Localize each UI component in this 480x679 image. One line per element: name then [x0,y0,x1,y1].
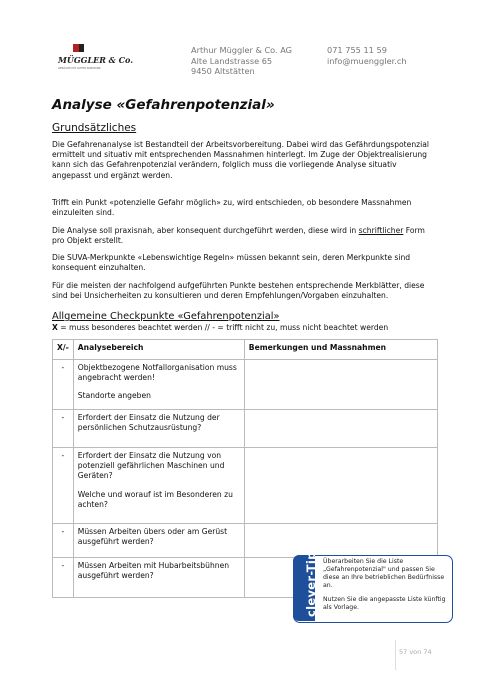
area-text: Erfordert der Einsatz die Nutzung von potenziell gefährlichen Maschinen und Geräten? [77,451,225,481]
area-text: Erfordert der Einsatz die Nutzung der persönlichen Schutzausrüstung? [77,413,220,433]
remarks-cell[interactable] [244,448,437,524]
company-city: 9450 Altstätten [191,66,255,77]
area-cell [73,410,244,448]
area-cell [73,524,244,558]
mark-cell[interactable]: - [53,558,74,598]
area-cell [73,558,244,598]
company-logo [55,44,134,74]
company-street: Alte Landstrasse 65 [191,55,273,66]
tip-paragraph: Überarbeiten Sie die Liste „Gefahrenpotenzial" und passen Sie diese an Ihre betrieblichen Bedürfnisse an. [323,558,445,590]
text-part: Die Analyse soll praxisnah, aber konsequent durchgeführt werden, diese wird in [52,226,359,235]
company-name: Arthur Müggler & Co. AG [191,45,293,55]
mark-cell[interactable]: - [53,524,74,558]
area-text: Standorte angeben [77,391,151,401]
remarks-cell[interactable] [244,360,437,410]
area-text: Müssen Arbeiten mit Hubarbeitsbühnen ausgeführt werden? [77,561,230,581]
section-heading-grundsaetzliches: Grundsätzliches [52,122,137,134]
legend-mark: X [52,323,58,332]
column-header-remarks: Bemerkungen und Massnahmen [244,340,437,360]
paragraph-intro [52,140,432,181]
clever-tip-text [323,558,447,613]
page-title: Analyse «Gefahrenpotenzial» [52,97,275,113]
logo-text: MÜGGLER & Co. [58,55,134,65]
paragraph-suva [52,253,432,273]
section-heading-checkpunkte: Allgemeine Checkpunkte «Gefahrenpotenzial» [52,311,280,322]
table-row [53,448,438,524]
area-text: Welche und worauf ist im Besonderen zu achten? [77,489,233,509]
area-cell [73,360,244,410]
footer-divider [395,640,396,670]
column-header-area: Analysebereich [73,340,244,360]
paragraph-text: Trifft ein Punkt «potenzielle Gefahr möglich» zu, wird entschieden, ob besondere Massnahmen einzuleiten sind. [52,198,412,218]
area-text: Objektbezogene Notfallorganisation muss angebracht werden! [77,363,237,383]
paragraph-risk [52,198,432,218]
clever-tip-label: clever-Tip [304,551,318,617]
paragraph-text: Die Gefahrenanalyse ist Bestandteil der Arbeitsvorbereitung. Dabei wird das Gefährdungspotenzial ermittelt und situativ mit entsprechenden Massnahmen hinterlegt. Im Zuge der Objektrealisierung kann sich das Gefahrenpotenzial verändern, folglich muss die vorliegende Analyse situativ angepasst und ergänzt werden. [52,140,430,180]
mark-cell[interactable]: - [53,410,74,448]
table-header-row [53,340,438,360]
mark-cell[interactable]: - [53,448,74,524]
area-text: Müssen Arbeiten übers oder am Gerüst ausgeführt werden? [77,527,228,547]
paragraph-text [52,226,432,246]
area-cell [73,448,244,524]
table-row [53,410,438,448]
company-email[interactable]: info@muenggler.ch [327,55,407,66]
text-part: Form pro Objekt erstellt. [52,226,425,246]
column-header-mark: X/- [53,340,74,360]
paragraph-merkblaetter [52,281,432,301]
company-contact [327,45,407,66]
underlined-word: schriftlicher [358,226,404,235]
company-address [191,45,292,77]
page-number: 57 von 74 [399,648,432,656]
table-row [53,524,438,558]
tip-paragraph: Nutzen Sie die angepasste Liste künftig als Vorlage. [323,596,446,612]
mark-cell[interactable]: - [53,360,74,410]
logo-icon [55,44,134,74]
company-phone: 071 755 11 59 [327,45,387,55]
legend-text: = muss besonderes beachtet werden // - = trifft nicht zu, muss nicht beachtet werden [57,323,389,332]
remarks-cell[interactable] [244,410,437,448]
remarks-cell[interactable] [244,524,437,558]
legend-line [52,323,388,332]
table-row [53,360,438,410]
paragraph-written-form [52,226,432,246]
paragraph-text: Für die meisten der nachfolgend aufgeführten Punkte bestehen entsprechende Merkblätter, diese sind bei Unsicherheiten zu konsultieren und deren Empfehlungen/Vorgaben einzuhalten. [52,281,425,301]
paragraph-text: Die SUVA-Merkpunkte «Lebenswichtige Regeln» müssen bekannt sein, deren Merkpunkte sind konsequent einzuhalten. [52,253,411,273]
logo-tagline: GEBÄUDE MIT GUTER SUBSTANZ [58,67,101,70]
